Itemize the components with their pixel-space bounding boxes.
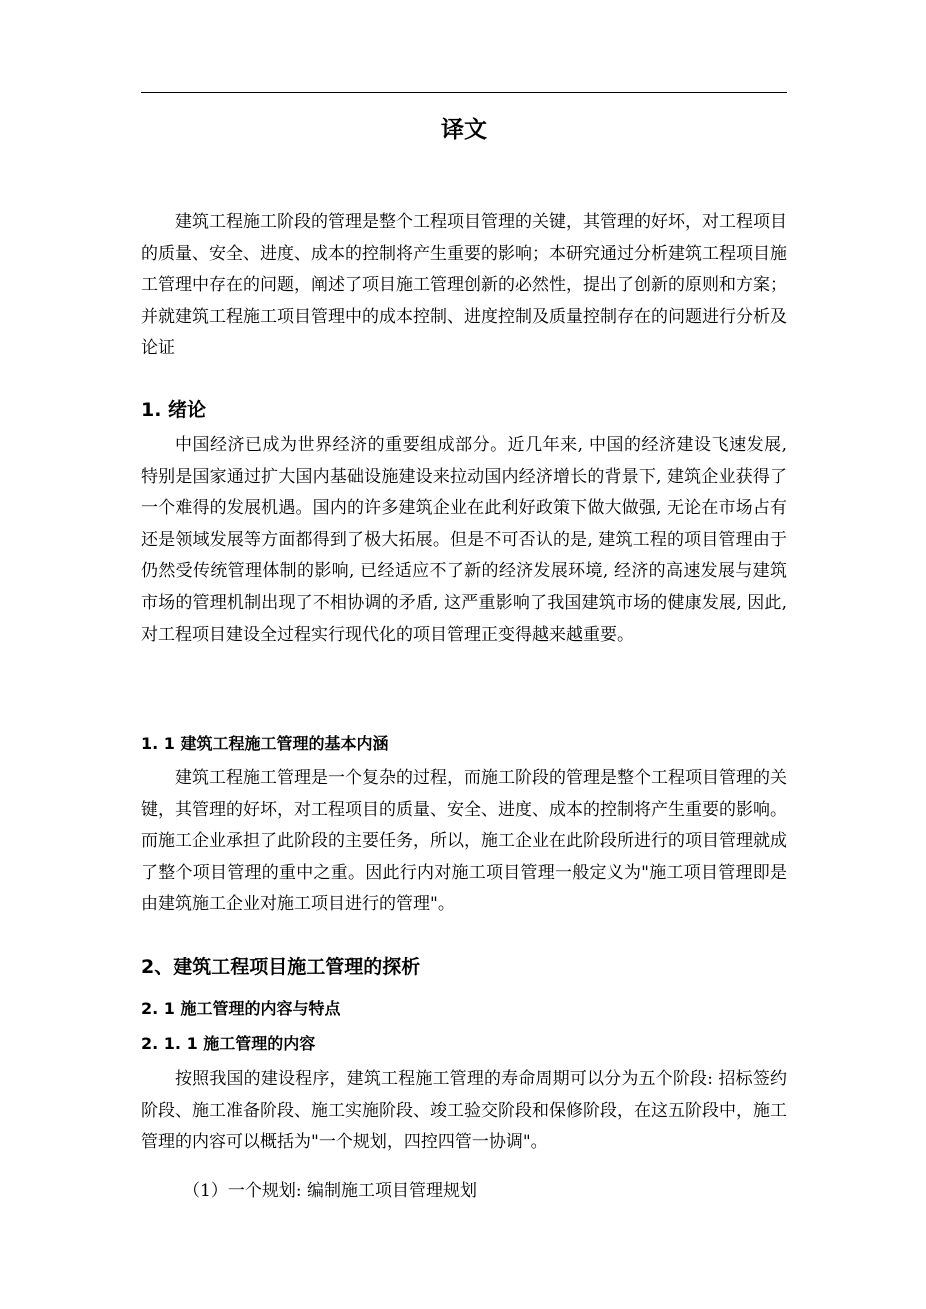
document-title: 译文 (441, 117, 487, 143)
section-2-1-1-paragraph: 按照我国的建设程序，建筑工程施工管理的寿命周期可以分为五个阶段: 招标签约阶段、施工准备阶段、施工实施阶段、竣工验交阶段和保修阶段，在这五阶段中，施工管理的内容可以概括为"一个规划，四控四管一协调"。 (141, 1069, 787, 1153)
section-1-1-paragraph: 建筑工程施工管理是一个复杂的过程，而施工阶段的管理是整个工程项目管理的关键，其管理的好坏，对工程项目的质量、安全、进度、成本的控制将产生重要的影响。而施工企业承担了此阶段的主要任务，所以，施工企业在此阶段所进行的项目管理就成了整个项目管理的重中之重。因此行内对施工项目管理一般定义为"施工项目管理即是由建筑施工企业对施工项目进行的管理"。 (141, 768, 787, 915)
section-1-heading: 1. 绪论 (141, 399, 207, 421)
section-1-paragraph: 中国经济已成为世界经济的重要组成部分。近几年来, 中国的经济建设飞速发展, 特别是国家通过扩大国内基础设施建设来拉动国内经济增长的背景下, 建筑企业获得了一个难得的发展机遇。国内的许多建筑企业在此利好政策下做大做强, 无论在市场占有还是领域发展等方面都得到了极大拓展。但是不可否认的是, 建筑工程的项目管理由于仍然受传统管理体制的影响, 已经适应不了新的经济发展环境, 经济的高速发展与建筑市场的管理机制出现了不相协调的矛盾, 这严重影响了我国建筑市场的健康发展, 因此, 对工程项目建设全过程实行现代化的项目管理正变得越来越重要。 (141, 435, 787, 645)
section-1-1-heading: 1. 1 建筑工程施工管理的基本内涵 (141, 734, 389, 753)
header-rule (141, 92, 787, 93)
list-item: （1）一个规划: 编制施工项目管理规划 (183, 1181, 477, 1201)
section-2-1-1-heading: 2. 1. 1 施工管理的内容 (141, 1034, 316, 1053)
abstract-paragraph: 建筑工程施工阶段的管理是整个工程项目管理的关键，其管理的好坏，对工程项目的质量、安全、进度、成本的控制将产生重要的影响；本研究通过分析建筑工程项目施工管理中存在的问题，阐述了项目施工管理创新的必然性，提出了创新的原则和方案；并就建筑工程施工项目管理中的成本控制、进度控制及质量控制存在的问题进行分析及论证 (141, 212, 787, 359)
section-2-1-heading: 2. 1 施工管理的内容与特点 (141, 999, 341, 1018)
section-2-heading: 2、建筑工程项目施工管理的探析 (141, 956, 421, 978)
